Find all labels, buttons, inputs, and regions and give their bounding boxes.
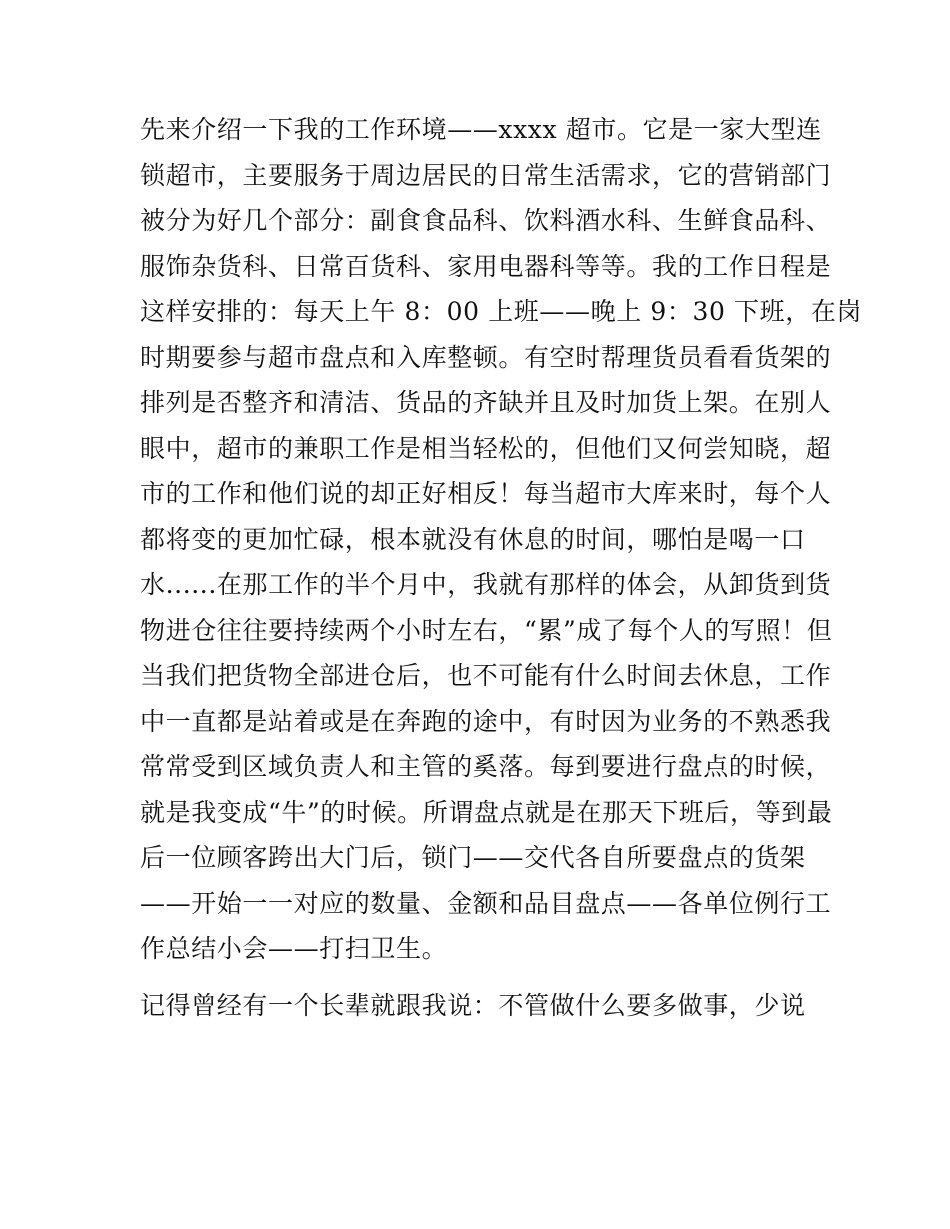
text-line: 服饰杂货科、日常百货科、家用电器科等等。我的工作日程是 — [140, 251, 832, 281]
text-line: 被分为好几个部分：副食食品科、饮料酒水科、生鲜食品科、 — [140, 206, 832, 235]
paragraph-1 — [140, 107, 863, 972]
text-line: 物进仓往往要持续两个小时左右，“累”成了每个人的写照！但 — [140, 615, 833, 645]
body-text — [140, 107, 863, 1028]
text-line: 这样安排的：每天上午 8：00 上班——晚上 9：30 下班，在岗 — [140, 297, 863, 326]
text-line: 记得曾经有一个长辈就跟我说：不管做什么要多做事，少说 — [140, 990, 806, 1020]
text-line: 中一直都是站着或是在奔跑的途中，有时因为业务的不熟悉我 — [140, 706, 832, 736]
text-line: 就是我变成“牛”的时候。所谓盘点就是在那天下班后，等到最 — [140, 797, 833, 827]
text-line: 当我们把货物全部进仓后，也不可能有什么时间去休息，工作 — [140, 661, 832, 690]
text-line: 先来介绍一下我的工作环境——xxxx 超市。它是一家大型连 — [140, 115, 822, 144]
text-line: 常常受到区域负责人和主管的奚落。每到要进行盘点的时候， — [140, 752, 832, 781]
text-line: 市的工作和他们说的却正好相反！每当超市大库来时，每个人 — [140, 479, 832, 508]
paragraph-2 — [140, 983, 820, 1029]
text-line: 排列是否整齐和清洁、货品的齐缺并且及时加货上架。在别人 — [140, 388, 832, 417]
text-line: 锁超市，主要服务于周边居民的日常生活需求，它的营销部门 — [140, 160, 832, 190]
text-line: 后一位顾客跨出大门后，锁门——交代各自所要盘点的货架 — [140, 843, 806, 872]
text-line: 都将变的更加忙碌，根本就没有休息的时间，哪怕是喝一口 — [140, 524, 806, 554]
text-line: 水......在那工作的半个月中，我就有那样的体会，从卸货到货 — [140, 570, 832, 599]
text-line: ——开始一一对应的数量、金额和品目盘点——各单位例行工 — [140, 888, 832, 918]
text-line: 作总结小会——打扫卫生。 — [140, 934, 448, 963]
text-line: 时期要参与超市盘点和入库整顿。有空时帮理货员看看货架的 — [140, 342, 832, 372]
paragraph-spacer — [140, 972, 820, 983]
text-line: 眼中，超市的兼职工作是相当轻松的，但他们又何尝知晓，超 — [140, 433, 832, 463]
